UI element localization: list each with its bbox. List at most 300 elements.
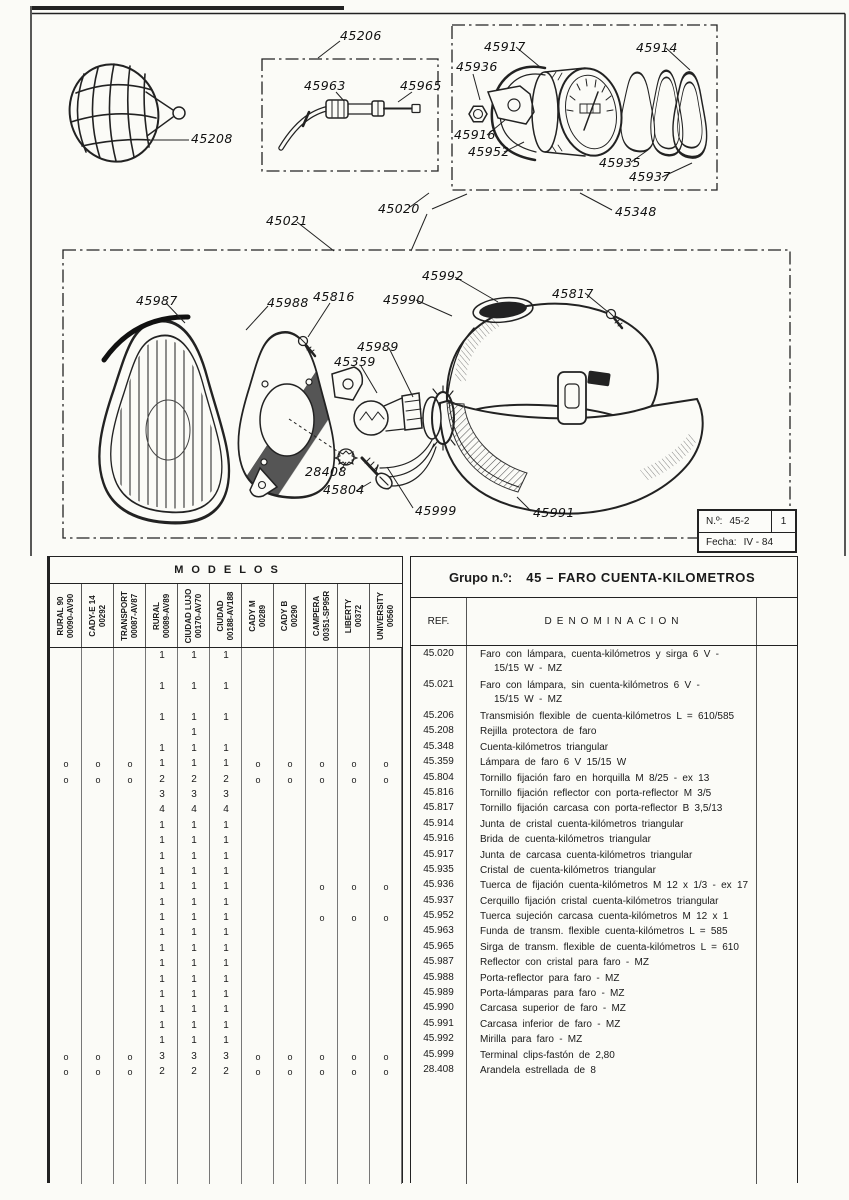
part-denomination bbox=[466, 816, 756, 832]
qty-cell: 1 bbox=[223, 819, 229, 831]
part-row bbox=[411, 847, 797, 862]
denomination-block bbox=[410, 556, 798, 1183]
part-row bbox=[411, 816, 797, 831]
qty-cell bbox=[306, 818, 338, 833]
qty-cell bbox=[370, 1018, 402, 1033]
qty-row bbox=[50, 772, 402, 787]
model-name: TRANSPORT bbox=[119, 590, 129, 641]
qty-row bbox=[50, 741, 402, 756]
qty-cell bbox=[114, 849, 146, 864]
qty-cell bbox=[82, 818, 114, 833]
qty-cell: o bbox=[319, 913, 325, 924]
qty-cell bbox=[114, 802, 146, 817]
qty-cell bbox=[114, 925, 146, 940]
qty-cell bbox=[242, 849, 274, 864]
qty-cell bbox=[114, 710, 146, 725]
part-ref: 45.988 bbox=[423, 971, 454, 983]
qty-cell bbox=[370, 741, 402, 756]
part-denomination-line: 15/15 W - MZ bbox=[494, 662, 563, 674]
qty-cell: 1 bbox=[159, 1019, 165, 1031]
part-row bbox=[411, 831, 797, 846]
qty-cell: o bbox=[383, 1066, 389, 1077]
model-code: 00087-AV87 bbox=[129, 593, 139, 638]
qty-cell: o bbox=[351, 759, 357, 770]
qty-cell: 1 bbox=[223, 742, 229, 754]
part-label: 45914 bbox=[636, 40, 678, 55]
qty-cell bbox=[370, 787, 402, 802]
qty-cell bbox=[242, 802, 274, 817]
qty-cell bbox=[370, 895, 402, 910]
qty-cell bbox=[242, 987, 274, 1002]
qty-row bbox=[50, 833, 402, 848]
qty-cell: 1 bbox=[191, 727, 197, 739]
qty-cell: 3 bbox=[159, 1050, 165, 1062]
model-code: 00372 bbox=[353, 604, 363, 627]
qty-cell: o bbox=[287, 1051, 293, 1062]
part-denomination bbox=[466, 1016, 756, 1032]
qty-cell: 2 bbox=[223, 1065, 229, 1077]
part-ref: 45.999 bbox=[423, 1048, 454, 1060]
part-row bbox=[411, 754, 797, 769]
qty-cell bbox=[338, 925, 370, 940]
sheet-number-value: 45-2 bbox=[729, 516, 750, 527]
speedo-cable-drawing bbox=[281, 100, 420, 148]
part-label: 45991 bbox=[533, 505, 575, 520]
qty-cell: 1 bbox=[159, 1035, 165, 1047]
qty-cell: 1 bbox=[191, 1019, 197, 1031]
models-block bbox=[47, 556, 403, 1183]
qty-cell: 1 bbox=[159, 989, 165, 1001]
qty-cell: 1 bbox=[159, 973, 165, 985]
part-denomination bbox=[466, 831, 756, 847]
qty-cell bbox=[82, 802, 114, 817]
qty-cell: 1 bbox=[223, 927, 229, 939]
qty-cell bbox=[50, 833, 82, 848]
part-label: 45935 bbox=[599, 155, 641, 170]
qty-cell: 1 bbox=[159, 835, 165, 847]
part-denomination-line: Sirga de transm. flexible de cuenta-kilómetros L = 610 bbox=[480, 941, 739, 953]
qty-cell bbox=[274, 741, 306, 756]
part-row bbox=[411, 862, 797, 877]
qty-cell bbox=[338, 802, 370, 817]
qty-cell bbox=[274, 818, 306, 833]
qty-cell: 1 bbox=[223, 835, 229, 847]
model-column-header bbox=[274, 584, 306, 647]
qty-cell: 1 bbox=[223, 881, 229, 893]
qty-cell: o bbox=[351, 1051, 357, 1062]
part-label: 45348 bbox=[615, 204, 657, 219]
qty-cell bbox=[274, 895, 306, 910]
qty-cell: 1 bbox=[223, 865, 229, 877]
qty-cell bbox=[306, 1033, 338, 1048]
part-label: 45208 bbox=[191, 131, 233, 146]
qty-cell bbox=[306, 895, 338, 910]
model-column-header bbox=[82, 584, 114, 647]
qty-cell bbox=[50, 895, 82, 910]
qty-cell: 1 bbox=[191, 912, 197, 924]
qty-cell bbox=[50, 679, 82, 710]
qty-cell bbox=[306, 1018, 338, 1033]
qty-cell: 1 bbox=[191, 650, 197, 661]
qty-cell: 1 bbox=[159, 927, 165, 939]
part-denomination bbox=[466, 908, 756, 924]
qty-cell: 1 bbox=[223, 1019, 229, 1031]
qty-cell bbox=[82, 679, 114, 710]
part-denomination-line: Tuerca de fijación cuenta-kilómetros M 12 x 1/3 - ex 17 bbox=[480, 880, 749, 892]
model-code: 00170-AV70 bbox=[193, 593, 203, 638]
qty-cell bbox=[306, 925, 338, 940]
qty-cell bbox=[306, 864, 338, 879]
qty-cell bbox=[114, 725, 146, 740]
part-row bbox=[411, 739, 797, 754]
qty-cell bbox=[338, 1002, 370, 1017]
qty-cell bbox=[338, 1018, 370, 1033]
qty-cell: 1 bbox=[223, 1004, 229, 1016]
qty-cell: 1 bbox=[191, 819, 197, 831]
qty-cell bbox=[50, 910, 82, 925]
qty-cell: o bbox=[319, 1051, 325, 1062]
qty-cell: o bbox=[383, 759, 389, 770]
quantity-grid bbox=[50, 648, 402, 1184]
part-denomination bbox=[466, 877, 756, 893]
model-column-header bbox=[178, 584, 210, 647]
qty-cell bbox=[370, 956, 402, 971]
model-code: 00292 bbox=[97, 604, 107, 627]
qty-cell bbox=[114, 741, 146, 756]
qty-cell: 1 bbox=[223, 896, 229, 908]
part-label: 45804 bbox=[323, 482, 365, 497]
qty-cell bbox=[338, 833, 370, 848]
part-denomination bbox=[466, 923, 756, 939]
qty-cell: 1 bbox=[159, 942, 165, 954]
qty-cell bbox=[274, 833, 306, 848]
model-name: CADY M bbox=[247, 599, 257, 632]
qty-cell: o bbox=[319, 774, 325, 785]
qty-cell bbox=[338, 1033, 370, 1048]
part-denomination bbox=[466, 939, 756, 955]
part-denomination-line: Tornillo fijación carcasa con porta-reflector B 3,5/13 bbox=[480, 803, 723, 815]
qty-row bbox=[50, 895, 402, 910]
qty-cell: 1 bbox=[159, 896, 165, 908]
part-ref: 45.937 bbox=[423, 894, 454, 906]
part-ref: 45.989 bbox=[423, 987, 454, 999]
part-row bbox=[411, 1000, 797, 1015]
qty-cell bbox=[274, 972, 306, 987]
part-denomination-line: Cerquillo fijación cristal cuenta-kilómetros triangular bbox=[480, 895, 719, 907]
qty-cell bbox=[242, 710, 274, 725]
part-denomination-line: Funda de transm. flexible cuenta-kilómetros L = 585 bbox=[480, 926, 728, 938]
qty-cell bbox=[242, 1002, 274, 1017]
qty-cell: 1 bbox=[159, 865, 165, 877]
part-label: 45917 bbox=[484, 39, 526, 54]
qty-cell: 1 bbox=[159, 650, 165, 661]
qty-row bbox=[50, 864, 402, 879]
model-code: 00289 bbox=[257, 604, 267, 627]
qty-cell bbox=[82, 648, 114, 679]
qty-cell bbox=[114, 787, 146, 802]
part-label: 45963 bbox=[304, 78, 346, 93]
part-row bbox=[411, 723, 797, 738]
part-row bbox=[411, 985, 797, 1000]
qty-cell bbox=[50, 741, 82, 756]
qty-cell: 1 bbox=[223, 650, 229, 661]
part-denomination-line: Terminal clips-fastón de 2,80 bbox=[480, 1049, 615, 1061]
part-denomination-line: 15/15 W - MZ bbox=[494, 693, 563, 705]
qty-cell: 1 bbox=[191, 989, 197, 1001]
part-row bbox=[411, 1016, 797, 1031]
qty-cell bbox=[82, 910, 114, 925]
qty-cell: o bbox=[383, 1051, 389, 1062]
part-row bbox=[411, 970, 797, 985]
qty-cell bbox=[370, 833, 402, 848]
sheet-number-label: N.º: bbox=[706, 516, 723, 527]
qty-cell bbox=[242, 879, 274, 894]
part-row bbox=[411, 677, 797, 708]
denomination-column-header: DENOMINACION bbox=[467, 598, 757, 645]
qty-cell bbox=[50, 864, 82, 879]
part-label: 45020 bbox=[378, 201, 420, 216]
qty-cell bbox=[50, 1002, 82, 1017]
qty-cell: 1 bbox=[159, 742, 165, 754]
qty-row bbox=[50, 849, 402, 864]
part-denomination-line: Carcasa superior de faro - MZ bbox=[480, 1003, 626, 1015]
columns-header-row bbox=[411, 598, 797, 646]
model-code: 00290 bbox=[289, 604, 299, 627]
qty-cell: o bbox=[127, 1051, 133, 1062]
part-ref: 45.348 bbox=[423, 740, 454, 752]
model-name: RURAL 90 bbox=[55, 596, 65, 635]
part-denomination-line: Rejilla protectora de faro bbox=[480, 726, 597, 738]
sheet-reference-box bbox=[697, 509, 797, 553]
part-label: 45952 bbox=[468, 144, 510, 159]
model-column-header bbox=[242, 584, 274, 647]
part-denomination bbox=[466, 708, 756, 724]
qty-cell bbox=[370, 941, 402, 956]
qty-row bbox=[50, 1049, 402, 1064]
qty-row bbox=[50, 756, 402, 771]
qty-cell bbox=[242, 818, 274, 833]
qty-cell bbox=[274, 849, 306, 864]
qty-cell: 1 bbox=[223, 989, 229, 1001]
qty-row bbox=[50, 910, 402, 925]
qty-cell bbox=[242, 725, 274, 740]
model-column-header-text bbox=[312, 586, 332, 646]
qty-cell bbox=[50, 849, 82, 864]
qty-cell bbox=[114, 972, 146, 987]
model-column-header bbox=[50, 584, 82, 647]
qty-cell bbox=[306, 725, 338, 740]
qty-cell: 1 bbox=[223, 958, 229, 970]
sheet-date-value: IV - 84 bbox=[743, 537, 774, 548]
part-label: 45990 bbox=[383, 292, 425, 307]
qty-cell: o bbox=[319, 1066, 325, 1077]
qty-cell: o bbox=[287, 1066, 293, 1077]
model-column-header bbox=[146, 584, 178, 647]
part-denomination-line: Carcasa inferior de faro - MZ bbox=[480, 1018, 621, 1030]
qty-cell bbox=[242, 895, 274, 910]
qty-cell: 3 bbox=[159, 788, 165, 800]
qty-cell bbox=[82, 1033, 114, 1048]
part-row bbox=[411, 1031, 797, 1046]
model-column-header bbox=[114, 584, 146, 647]
qty-cell bbox=[82, 956, 114, 971]
qty-cell bbox=[82, 972, 114, 987]
model-column-header-text bbox=[88, 586, 108, 646]
model-name: CIUDAD LUJO bbox=[183, 588, 193, 643]
qty-cell bbox=[338, 864, 370, 879]
qty-row bbox=[50, 956, 402, 971]
grille-guard-drawing bbox=[58, 54, 185, 172]
qty-cell: 2 bbox=[159, 1065, 165, 1077]
part-denomination bbox=[466, 646, 756, 675]
qty-cell: 1 bbox=[223, 1035, 229, 1047]
qty-cell bbox=[306, 648, 338, 679]
parts-table bbox=[0, 556, 849, 1200]
part-row bbox=[411, 908, 797, 923]
model-name: UNIVERSITY bbox=[376, 591, 385, 640]
qty-cell bbox=[114, 895, 146, 910]
part-denomination-line: Junta de cristal cuenta-kilómetros triangular bbox=[480, 818, 684, 830]
qty-cell bbox=[50, 787, 82, 802]
qty-cell bbox=[338, 941, 370, 956]
qty-cell: o bbox=[95, 759, 101, 770]
qty-cell: o bbox=[63, 1051, 69, 1062]
qty-cell: 2 bbox=[223, 773, 229, 785]
qty-cell bbox=[114, 833, 146, 848]
qty-cell bbox=[242, 956, 274, 971]
model-column-header bbox=[210, 584, 242, 647]
qty-cell bbox=[338, 741, 370, 756]
qty-cell: 1 bbox=[159, 758, 165, 770]
part-row bbox=[411, 785, 797, 800]
qty-cell bbox=[114, 941, 146, 956]
part-row bbox=[411, 770, 797, 785]
qty-row bbox=[50, 1064, 402, 1079]
qty-cell bbox=[338, 849, 370, 864]
model-name: CAMPERA bbox=[311, 595, 321, 636]
qty-row bbox=[50, 1002, 402, 1017]
qty-cell bbox=[274, 910, 306, 925]
qty-cell bbox=[242, 1018, 274, 1033]
qty-row bbox=[50, 879, 402, 894]
part-denomination-line: Arandela estrellada de 8 bbox=[480, 1064, 596, 1076]
qty-cell bbox=[82, 864, 114, 879]
qty-cell bbox=[274, 941, 306, 956]
model-code: 00089-AV89 bbox=[161, 593, 171, 638]
qty-cell bbox=[82, 741, 114, 756]
qty-row bbox=[50, 1033, 402, 1048]
qty-cell: o bbox=[255, 1066, 261, 1077]
qty-cell bbox=[338, 679, 370, 710]
qty-cell: 1 bbox=[223, 973, 229, 985]
part-denomination bbox=[466, 985, 756, 1001]
qty-cell: 1 bbox=[191, 865, 197, 877]
part-denomination-line: Transmisión flexible de cuenta-kilómetros L = 610/585 bbox=[480, 711, 735, 722]
qty-cell bbox=[306, 679, 338, 710]
qty-cell bbox=[370, 849, 402, 864]
qty-cell bbox=[114, 956, 146, 971]
parts-rows bbox=[411, 646, 797, 1184]
qty-cell bbox=[338, 818, 370, 833]
qty-row bbox=[50, 802, 402, 817]
qty-cell bbox=[50, 1018, 82, 1033]
part-denomination-line: Reflector con cristal para faro - MZ bbox=[480, 957, 649, 969]
part-ref: 45.991 bbox=[423, 1017, 454, 1029]
qty-row bbox=[50, 725, 402, 740]
qty-row bbox=[50, 925, 402, 940]
qty-cell bbox=[274, 1018, 306, 1033]
qty-cell bbox=[242, 833, 274, 848]
part-row bbox=[411, 1047, 797, 1062]
part-denomination bbox=[466, 770, 756, 786]
model-name: CADY-E 14 bbox=[87, 594, 97, 637]
part-row bbox=[411, 954, 797, 969]
qty-cell bbox=[50, 972, 82, 987]
qty-cell: 1 bbox=[159, 712, 165, 723]
part-label: 45992 bbox=[422, 268, 464, 283]
model-column-header bbox=[370, 584, 402, 647]
model-code: 00090-AV90 bbox=[65, 593, 75, 638]
part-denomination bbox=[466, 862, 756, 878]
part-denomination-line: Tornillo fijación faro en horquilla M 8/25 - ex 13 bbox=[480, 772, 710, 784]
qty-cell bbox=[338, 972, 370, 987]
model-code: 00188-AV188 bbox=[225, 591, 235, 640]
part-ref: 45.916 bbox=[423, 833, 454, 845]
qty-cell: o bbox=[319, 759, 325, 770]
part-denomination bbox=[466, 893, 756, 909]
qty-cell bbox=[370, 710, 402, 725]
model-code: 00560 bbox=[386, 604, 395, 627]
model-name: RURAL bbox=[151, 601, 161, 630]
part-denomination-line: Faro con lámpara, sin cuenta-kilómetros 6 V - bbox=[480, 680, 700, 691]
qty-cell bbox=[242, 925, 274, 940]
qty-row bbox=[50, 679, 402, 710]
qty-cell bbox=[370, 972, 402, 987]
qty-cell: 1 bbox=[191, 958, 197, 970]
model-column-header-text bbox=[216, 586, 236, 646]
qty-cell: 2 bbox=[159, 773, 165, 785]
part-denomination bbox=[466, 1031, 756, 1047]
qty-cell bbox=[338, 725, 370, 740]
qty-cell bbox=[274, 987, 306, 1002]
part-denomination bbox=[466, 785, 756, 801]
qty-cell: o bbox=[95, 1051, 101, 1062]
part-label: 45999 bbox=[415, 503, 457, 518]
part-label: 45916 bbox=[454, 127, 496, 142]
qty-cell: o bbox=[351, 913, 357, 924]
qty-row bbox=[50, 972, 402, 987]
qty-cell bbox=[50, 725, 82, 740]
qty-cell: 1 bbox=[191, 1004, 197, 1016]
part-label: 45816 bbox=[313, 289, 355, 304]
qty-cell bbox=[114, 1033, 146, 1048]
model-columns bbox=[50, 584, 402, 648]
qty-cell: 2 bbox=[191, 1065, 197, 1077]
part-denomination bbox=[466, 723, 756, 739]
qty-cell: 3 bbox=[223, 788, 229, 800]
qty-cell: o bbox=[255, 1051, 261, 1062]
qty-cell: o bbox=[351, 882, 357, 893]
qty-cell: o bbox=[351, 774, 357, 785]
part-ref: 45.990 bbox=[423, 1002, 454, 1014]
qty-cell: 1 bbox=[223, 712, 229, 723]
model-column-header-text bbox=[376, 586, 396, 646]
qty-cell: 1 bbox=[159, 681, 165, 692]
qty-cell bbox=[50, 1033, 82, 1048]
part-ref: 45.359 bbox=[423, 756, 454, 768]
qty-cell bbox=[306, 741, 338, 756]
qty-cell bbox=[242, 972, 274, 987]
